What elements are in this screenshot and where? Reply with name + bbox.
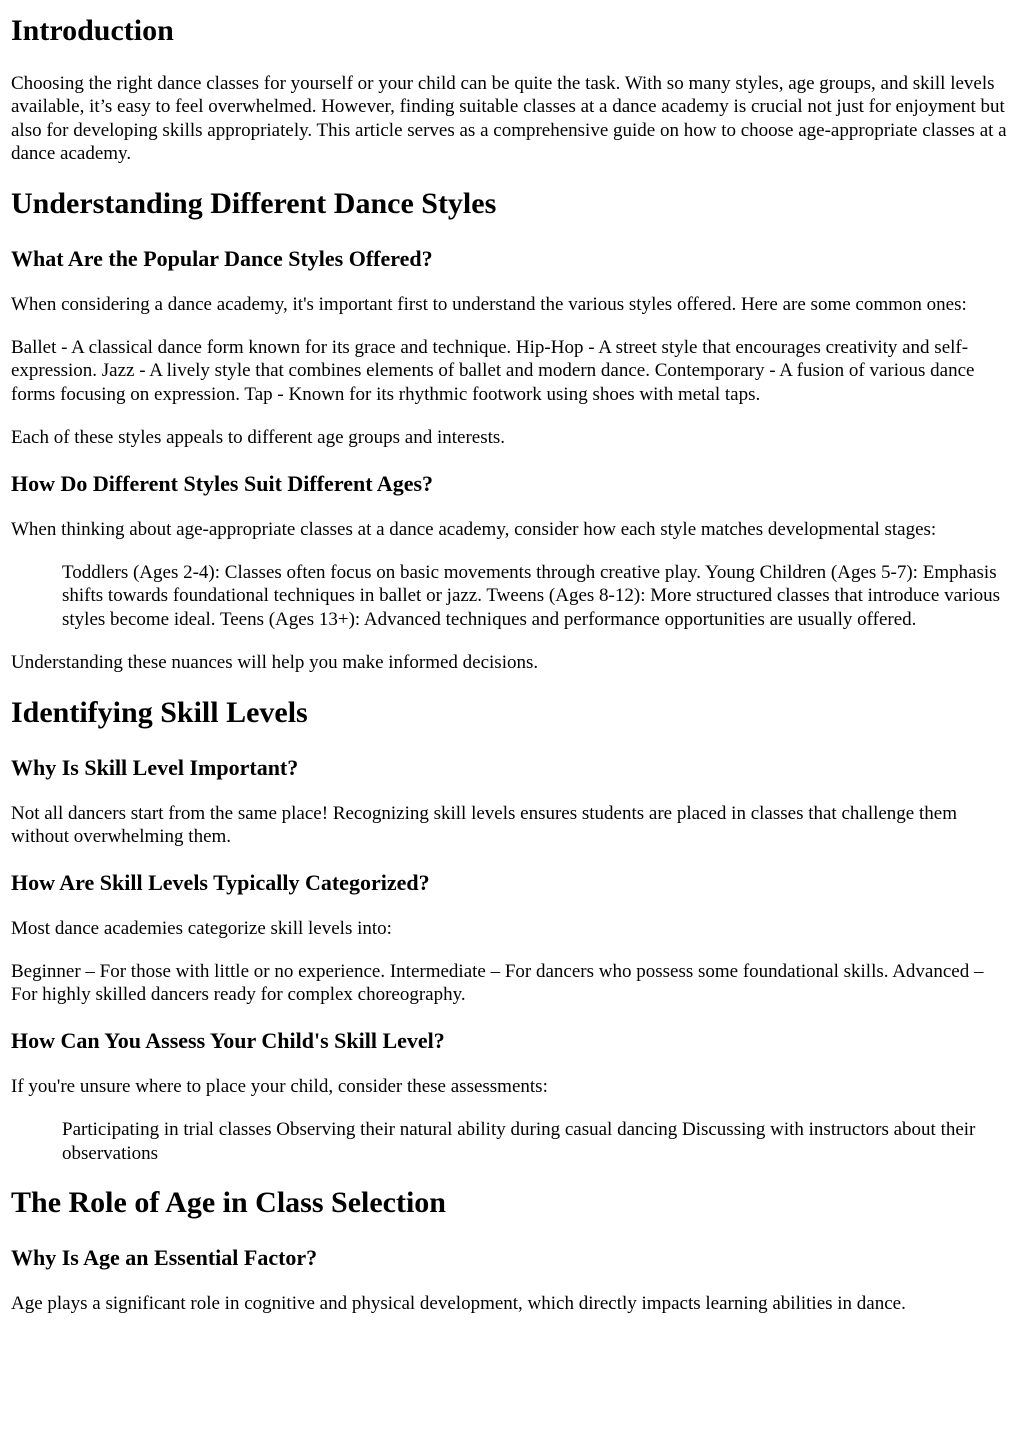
age-paragraph-1: Age plays a significant role in cognitive and physical development, which directly impacts learning abilities in dance. [11,1292,906,1314]
heading-introduction: Introduction [11,14,174,47]
skills-paragraph-4: If you're unsure where to place your child, consider these assessments: [11,1075,548,1097]
assessments-quote: Participating in trial classes Observing their natural ability during casual dancing Discussing with instructors about their observations [62,1119,976,1164]
subheading-skill-importance: Why Is Skill Level Important? [11,754,299,780]
subheading-assess-skill: How Can You Assess Your Child's Skill Level? [11,1027,445,1053]
styles-paragraph-1: When considering a dance academy, it's important first to understand the various styles offered. Here are some common ones: [11,293,967,315]
styles-paragraph-4: When thinking about age-appropriate classes at a dance academy, consider how each style matches developmental stages: [11,518,937,540]
subheading-popular-styles: What Are the Popular Dance Styles Offered? [11,245,433,271]
styles-paragraph-5: Understanding these nuances will help you make informed decisions. [11,652,539,674]
heading-age-role: The Role of Age in Class Selection [11,1185,446,1219]
heading-dance-styles: Understanding Different Dance Styles [11,186,497,220]
heading-skill-levels: Identifying Skill Levels [11,695,308,729]
skills-paragraph-1: Not all dancers start from the same place! Recognizing skill levels ensures students are placed in classes that challenge them without overwhelming them. [11,802,957,848]
subheading-skill-categories: How Are Skill Levels Typically Categorized? [11,869,430,895]
subheading-styles-ages: How Do Different Styles Suit Different Ages? [11,470,434,496]
styles-paragraph-3: Each of these styles appeals to different age groups and interests. [11,427,506,449]
styles-list-paragraph: Ballet - A classical dance form known for its grace and technique. Hip-Hop - A street style that encourages creativity and self-expression. Jazz - A lively style that combines elements of ballet and modern dance. Contemporary - A fusion of various dance forms focusing on expression. Tap - Known for its rhythmic footwork using shoes with metal taps. [11,337,975,405]
intro-paragraph: Choosing the right dance classes for yourself or your child can be quite the task. With so many styles, age groups, and skill levels available, it’s easy to feel overwhelmed. However, finding suitable classes at a dance academy is crucial not just for enjoyment but also for developing skills appropriately. This article serves as a comprehensive guide on how to choose age-appropriate classes at a dance academy. [11,73,1007,165]
skills-levels-paragraph: Beginner – For those with little or no experience. Intermediate – For dancers who possess some foundational skills. Advanced – For highly skilled dancers ready for complex choreography. [11,960,984,1006]
age-stages-quote: Toddlers (Ages 2-4): Classes often focus on basic movements through creative play. Young Children (Ages 5-7): Emphasis shifts towards foundational techniques in ballet or jazz. Tweens (Ages 8-12): More structured classes that introduce various styles become ideal. Teens (Ages 13+): Advanced techniques and performance opportunities are usually offered. [62,562,1001,630]
skills-paragraph-2: Most dance academies categorize skill levels into: [11,917,392,939]
subheading-age-factor: Why Is Age an Essential Factor? [11,1244,318,1270]
